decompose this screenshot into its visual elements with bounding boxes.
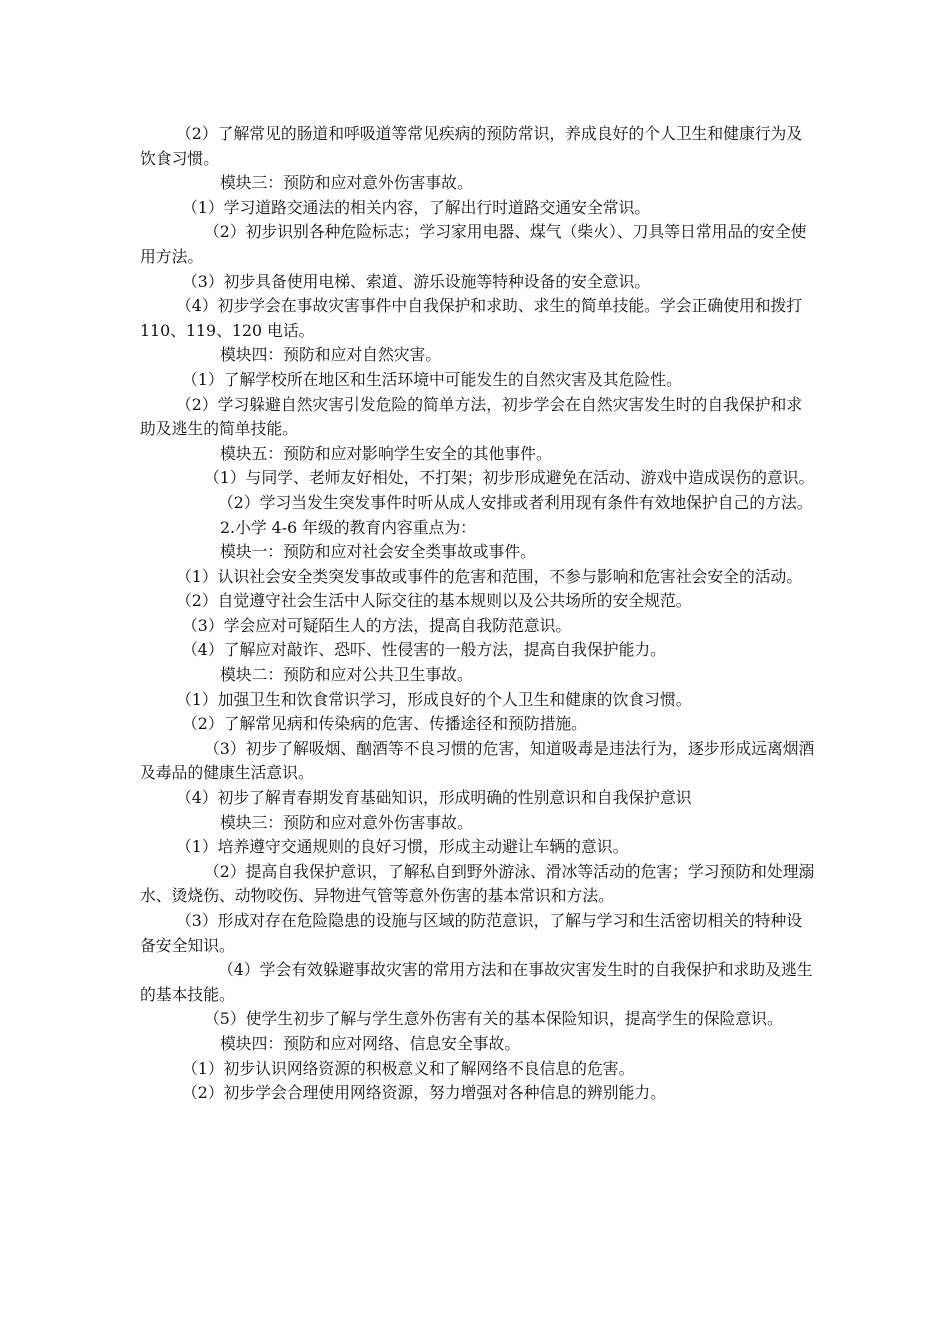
paragraph: （2）学习当发生突发事件时听从成人安排或者利用现有条件有效地保护自己的方法。 bbox=[218, 492, 813, 512]
paragraph: （2）自觉遵守社会生活中人际交往的基本规则以及公共场所的安全规范。 bbox=[176, 591, 692, 611]
paragraph: （2）学习躲避自然灾害引发危险的简单方法，初步学会在自然灾害发生时的自我保护和求助及逃生的简单技能。 bbox=[140, 394, 803, 439]
section-heading: 2.小学 4-6 年级的教育内容重点为： bbox=[220, 517, 476, 537]
paragraph: （2）提高自我保护意识，了解私自到野外游泳、滑冰等活动的危害；学习预防和处理溺水、烫烧伤、动物咬伤、异物进气管等意外伤害的基本常识和方法。 bbox=[140, 861, 815, 906]
paragraph: （3）初步具备使用电梯、索道、游乐设施等特种设备的安全意识。 bbox=[182, 271, 651, 291]
paragraph: （1）学习道路交通法的相关内容，了解出行时道路交通安全常识。 bbox=[182, 197, 651, 217]
paragraph: （1）与同学、老师友好相处，不打架；初步形成避免在活动、游戏中造成误伤的意识。 bbox=[204, 468, 815, 488]
paragraph: （4）学会有效躲避事故灾害的常用方法和在事故灾害发生时的自我保护和求助及逃生的基本技能。 bbox=[140, 960, 813, 1004]
document-body bbox=[140, 122, 816, 1106]
module-heading: 模块三：预防和应对意外伤害事故。 bbox=[220, 812, 473, 832]
module-heading: 模块二：预防和应对公共卫生事故。 bbox=[220, 665, 473, 685]
paragraph: （2）初步学会合理使用网络资源，努力增强对各种信息的辨别能力。 bbox=[182, 1083, 666, 1103]
paragraph: （4）初步了解青春期发育基础知识，形成明确的性别意识和自我保护意识 bbox=[176, 788, 692, 808]
paragraph: （1）认识社会安全类突发事故或事件的危害和范围，不参与影响和危害社会安全的活动。 bbox=[176, 566, 803, 586]
paragraph: （3）初步了解吸烟、酗酒等不良习惯的危害，知道吸毒是违法行为，逐步形成远离烟酒及毒品的健康生活意识。 bbox=[140, 738, 815, 783]
paragraph: （2）初步识别各种危险标志；学习家用电器、煤气（柴火）、刀具等日常用品的安全使用方法。 bbox=[140, 222, 807, 266]
paragraph: （2）了解常见病和传染病的危害、传播途径和预防措施。 bbox=[182, 714, 587, 734]
paragraph: （1）培养遵守交通规则的良好习惯，形成主动避让车辆的意识。 bbox=[176, 837, 629, 857]
paragraph: （3）学会应对可疑陌生人的方法，提高自我防范意识。 bbox=[182, 615, 572, 635]
module-heading: 模块五：预防和应对影响学生安全的其他事件。 bbox=[220, 443, 552, 463]
module-heading: 模块三：预防和应对意外伤害事故。 bbox=[220, 173, 473, 193]
paragraph: （1）了解学校所在地区和生活环境中可能发生的自然灾害及其危险性。 bbox=[182, 369, 682, 389]
paragraph: （1）加强卫生和饮食常识学习，形成良好的个人卫生和健康的饮食习惯。 bbox=[176, 689, 692, 709]
module-heading: 模块四：预防和应对自然灾害。 bbox=[220, 345, 442, 365]
paragraph: （4）初步学会在事故灾害事件中自我保护和求助、求生的简单技能。学会正确使用和拨打 110、119、120 电话。 bbox=[140, 296, 803, 340]
paragraph: （1）初步认识网络资源的积极意义和了解网络不良信息的危害。 bbox=[182, 1058, 635, 1078]
module-heading: 模块一：预防和应对社会安全类事故或事件。 bbox=[220, 542, 536, 562]
paragraph: （3）形成对存在危险隐患的设施与区域的防范意识，了解与学习和生活密切相关的特种设备安全知识。 bbox=[140, 911, 803, 955]
paragraph: （4）了解应对敲诈、恐吓、性侵害的一般方法，提高自我保护能力。 bbox=[182, 640, 666, 660]
paragraph: （2）了解常见的肠道和呼吸道等常见疾病的预防常识，养成良好的个人卫生和健康行为及饮食习惯。 bbox=[140, 124, 803, 168]
module-heading: 模块四：预防和应对网络、信息安全事故。 bbox=[220, 1033, 521, 1053]
paragraph: （5）使学生初步了解与学生意外伤害有关的基本保险知识，提高学生的保险意识。 bbox=[204, 1009, 783, 1029]
